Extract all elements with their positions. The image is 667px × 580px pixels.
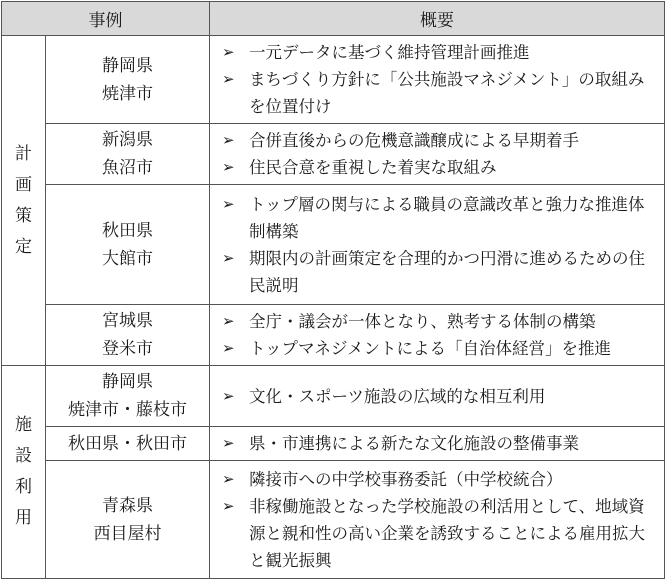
summary-item xyxy=(222,127,658,154)
category-char: 定 xyxy=(15,236,32,257)
summary-item xyxy=(222,466,658,493)
summary-cell xyxy=(210,461,665,579)
header-summary: 概要 xyxy=(210,2,665,36)
municipality-name: 焼津市 xyxy=(102,83,153,104)
municipality-cell xyxy=(46,366,210,427)
municipality-cell xyxy=(46,124,210,185)
arrow-bullet-icon: ➢ xyxy=(222,43,235,61)
arrow-bullet-icon: ➢ xyxy=(222,312,235,330)
summary-text: 文化・スポーツ施設の広域的な相互利用 xyxy=(249,386,546,406)
municipality-name: 秋田県・秋田市 xyxy=(68,433,187,454)
category-char: 計 xyxy=(15,143,32,164)
summary-item xyxy=(222,335,658,362)
arrow-bullet-icon: ➢ xyxy=(222,469,235,488)
summary-list xyxy=(222,191,658,299)
arrow-bullet-icon: ➢ xyxy=(222,158,235,176)
category-cell xyxy=(2,36,46,366)
municipality-cell xyxy=(46,427,210,461)
summary-item xyxy=(222,245,658,299)
summary-item xyxy=(222,308,658,335)
header-case: 事例 xyxy=(2,2,210,36)
summary-item xyxy=(222,383,658,410)
arrow-bullet-icon: ➢ xyxy=(222,194,235,213)
municipality-name: 静岡県 xyxy=(102,55,153,76)
arrow-bullet-icon: ➢ xyxy=(222,70,235,88)
arrow-bullet-icon: ➢ xyxy=(222,496,235,515)
summary-item xyxy=(222,154,658,181)
municipality-cell xyxy=(46,185,210,305)
municipality-name: 静岡県 xyxy=(102,372,153,392)
summary-list xyxy=(222,383,658,410)
summary-item xyxy=(222,191,658,245)
table-body xyxy=(2,36,665,579)
category-char: 画 xyxy=(15,174,32,195)
municipality-name: 登米市 xyxy=(102,339,153,359)
header-row xyxy=(2,2,665,36)
summary-text: 期限内の計画策定を合理的かつ円滑に進めるための住民説明 xyxy=(249,248,645,295)
summary-text: 住民合意を重視した着実な取組み xyxy=(249,158,497,177)
municipality-cell xyxy=(46,305,210,366)
summary-text: トップ層の関与による職員の意識改革と強力な推進体制構築 xyxy=(249,194,645,241)
table-row xyxy=(2,366,665,427)
municipality-name: 新潟県 xyxy=(102,130,153,150)
category-cell xyxy=(2,366,46,579)
summary-item xyxy=(222,430,658,457)
table-row xyxy=(2,461,665,579)
summary-text: まちづくり方針に「公共施設マネジメント」の取組みを位置付け xyxy=(249,70,645,116)
municipality-cell xyxy=(46,461,210,579)
summary-text: トップマネジメントによる「自治体経営」を推進 xyxy=(249,339,612,358)
case-summary-table xyxy=(1,1,665,579)
municipality-name: 秋田県 xyxy=(102,220,153,241)
summary-cell xyxy=(210,427,665,461)
municipality-name: 宮城県 xyxy=(102,311,153,331)
municipality-name: 西目屋村 xyxy=(93,523,162,544)
arrow-bullet-icon: ➢ xyxy=(222,131,235,149)
municipality-name: 焼津市・藤枝市 xyxy=(68,400,187,420)
summary-list xyxy=(222,308,658,362)
municipality-cell xyxy=(46,36,210,124)
summary-cell xyxy=(210,185,665,305)
summary-list xyxy=(222,466,658,574)
table-row xyxy=(2,36,665,124)
summary-item xyxy=(222,39,658,66)
summary-text: 合併直後からの危機意識醸成による早期着手 xyxy=(249,131,579,150)
summary-item xyxy=(222,66,658,120)
summary-item xyxy=(222,493,658,574)
municipality-name: 青森県 xyxy=(102,495,153,516)
summary-text: 一元データに基づく維持管理計画推進 xyxy=(249,43,530,62)
category-char: 用 xyxy=(15,508,32,528)
summary-cell xyxy=(210,305,665,366)
municipality-name: 魚沼市 xyxy=(102,158,153,178)
summary-text: 県・市連携による新たな文化施設の整備事業 xyxy=(249,434,579,453)
summary-list xyxy=(222,430,658,457)
category-char: 設 xyxy=(15,446,32,466)
arrow-bullet-icon: ➢ xyxy=(222,434,235,452)
summary-text: 隣接市への中学校事務委託（中学校統合） xyxy=(249,469,563,489)
summary-text: 非稼働施設となった学校施設の利活用として、地域資源と親和性の高い企業を誘致することによる雇用拡大と観光振興 xyxy=(249,496,645,570)
municipality-name: 大館市 xyxy=(102,248,153,269)
category-char: 策 xyxy=(15,205,32,226)
table-row xyxy=(2,124,665,185)
summary-cell xyxy=(210,36,665,124)
table-row xyxy=(2,185,665,305)
summary-list xyxy=(222,127,658,181)
table-row xyxy=(2,427,665,461)
summary-list xyxy=(222,39,658,120)
category-char: 施 xyxy=(15,415,32,435)
category-char: 利 xyxy=(15,477,32,497)
summary-cell xyxy=(210,124,665,185)
arrow-bullet-icon: ➢ xyxy=(222,339,235,357)
summary-text: 全庁・議会が一体となり、熟考する体制の構築 xyxy=(249,312,596,331)
arrow-bullet-icon: ➢ xyxy=(222,248,235,267)
summary-cell xyxy=(210,366,665,427)
arrow-bullet-icon: ➢ xyxy=(222,386,235,405)
table-row xyxy=(2,305,665,366)
